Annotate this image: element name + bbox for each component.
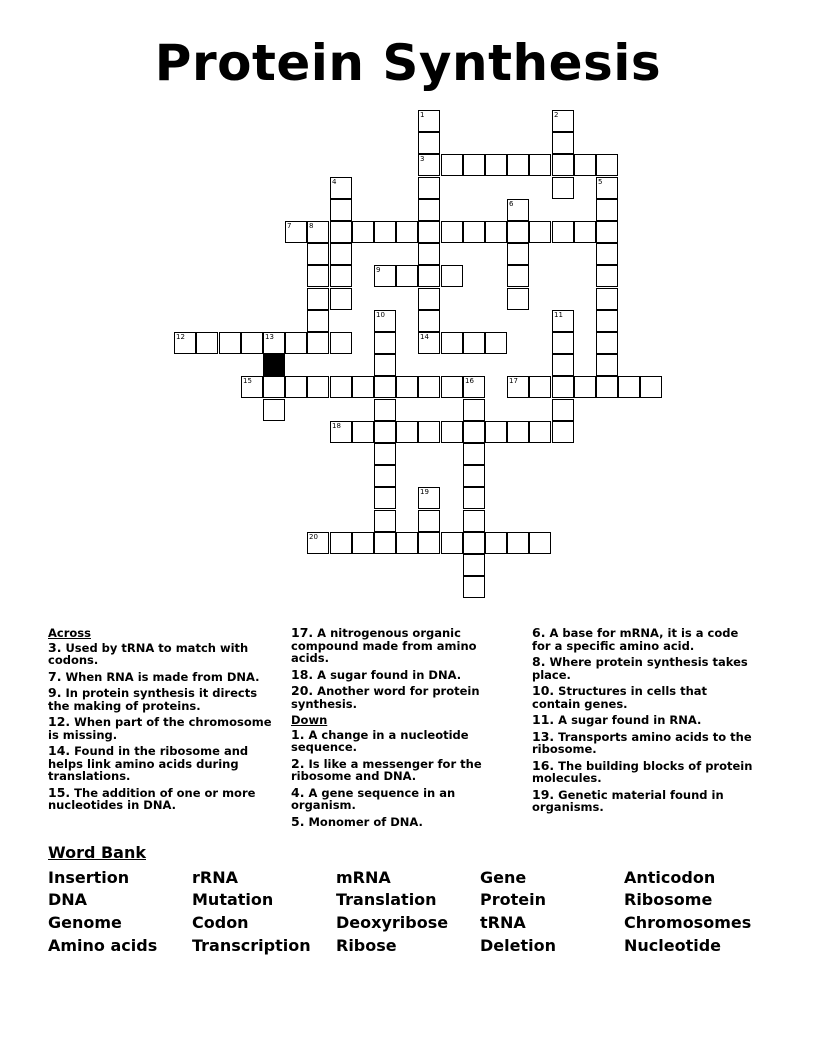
crossword-cell[interactable] [463,154,485,176]
clue-number: 7. [48,668,62,684]
cell-number: 1 [420,111,425,119]
clue [532,685,757,710]
clue [48,639,273,667]
crossword-cell[interactable] [552,177,574,199]
crossword-cell[interactable] [596,221,618,243]
clue-text: The addition of one or more nucleotides in DNA. [48,785,256,812]
crossword-cell[interactable] [596,332,618,354]
crossword-cell[interactable] [374,465,396,487]
crossword-cell[interactable] [596,376,618,398]
cell-number: 7 [287,222,292,230]
crossword-cell[interactable] [307,288,329,310]
crossword-cell[interactable] [418,132,440,154]
clue-number: 13. [532,728,555,744]
crossword-cell[interactable] [374,354,396,376]
crossword-cell[interactable] [552,421,574,443]
clue-number: 1. [291,726,305,742]
clue-text: A nitrogenous organic compound made from amino acids. [291,626,477,665]
crossword-cell[interactable] [463,576,485,598]
crossword-cell[interactable] [596,354,618,376]
crossword-cell[interactable] [552,221,574,243]
clue [532,757,757,785]
crossword-cell[interactable] [596,177,618,199]
crossword-block-cell [263,354,285,376]
crossword-cell[interactable] [552,354,574,376]
word-bank-word: Insertion [48,868,130,887]
word-bank-word: Protein [480,890,546,909]
crossword-cell[interactable] [330,332,352,354]
crossword-cell[interactable] [418,510,440,532]
clue [291,784,506,812]
clue-number: 17. [291,625,314,640]
crossword-cell[interactable] [418,288,440,310]
crossword-cell[interactable] [618,376,640,398]
crossword-cell[interactable] [463,332,485,354]
crossword-cell[interactable] [330,177,352,199]
crossword-cell[interactable] [596,154,618,176]
word-bank-word: Ribose [336,936,397,955]
crossword-cell[interactable] [396,265,418,287]
word-bank-word: Chromosomes [624,913,752,932]
crossword-cell[interactable] [374,443,396,465]
clue-number: 20. [291,683,314,698]
page-title: Protein Synthesis [154,34,662,92]
clue-text: Used by tRNA to match with codons. [48,640,249,667]
crossword-cell[interactable] [463,376,485,398]
crossword-cell[interactable] [441,376,463,398]
crossword-cell[interactable] [552,154,574,176]
crossword-cell[interactable] [485,221,507,243]
clue-text: When part of the chromosome is missing. [48,715,272,742]
crossword-cell[interactable] [529,221,551,243]
cell-number: 20 [309,533,318,541]
crossword-cell[interactable] [374,332,396,354]
word-bank-word: Translation [336,890,437,909]
crossword-cell[interactable] [263,376,285,398]
clue-number: 10. [532,683,555,698]
clue-text: A base for mRNA, it is a code for a specific amino acid. [532,626,739,653]
clue-text: A change in a nucleotide sequence. [291,727,469,754]
crossword-cell[interactable] [552,399,574,421]
crossword-cell[interactable] [485,332,507,354]
crossword-cell[interactable] [263,332,285,354]
cell-number: 3 [420,155,425,163]
crossword-cell[interactable] [418,265,440,287]
down-heading: Down [291,713,328,727]
word-bank-word: tRNA [480,913,526,932]
crossword-cell[interactable] [463,487,485,509]
clues-column-3 [532,627,757,818]
word-bank-word: Deletion [480,936,556,955]
crossword-cell[interactable] [441,154,463,176]
word-bank-word: Amino acids [48,936,158,955]
crossword-cell[interactable] [241,332,263,354]
crossword-cell[interactable] [285,221,307,243]
crossword-cell[interactable] [529,154,551,176]
crossword-cell[interactable] [330,532,352,554]
cell-number: 6 [509,200,514,208]
clue [291,627,506,665]
clue [48,687,273,712]
crossword-cell[interactable] [441,332,463,354]
clue-text: Where protein synthesis takes place. [532,655,748,682]
crossword-cell[interactable] [352,376,374,398]
cell-number: 2 [554,111,559,119]
crossword-cell[interactable] [330,376,352,398]
crossword-cell[interactable] [574,221,596,243]
crossword-cell[interactable] [418,376,440,398]
clue [291,726,506,754]
cell-number: 14 [420,333,429,341]
crossword-cell[interactable] [596,310,618,332]
clue [291,666,506,682]
word-bank-word: Genome [48,913,122,932]
crossword-cell[interactable] [418,332,440,354]
clue [532,627,757,652]
crossword-cell[interactable] [418,177,440,199]
clue-text: Another word for protein synthesis. [291,684,480,711]
word-bank-title: Word Bank [48,843,147,862]
clue-text: Structures in cells that contain genes. [532,684,708,711]
word-bank-word: Gene [480,868,527,887]
cell-number: 12 [176,333,185,341]
crossword-cell[interactable] [463,443,485,465]
crossword-cell[interactable] [396,532,418,554]
clue-text: Monomer of DNA. [308,814,423,829]
clue-number: 3. [48,639,62,655]
crossword-cell[interactable] [441,532,463,554]
crossword-cell[interactable] [285,376,307,398]
crossword-cell[interactable] [596,288,618,310]
clue [48,784,273,812]
clue-text: Found in the ribosome and helps link amino acids during translations. [48,744,249,783]
clue [48,745,273,783]
clue-number: 16. [532,757,555,773]
crossword-cell[interactable] [574,376,596,398]
crossword-cell[interactable] [352,532,374,554]
crossword-cell[interactable] [552,376,574,398]
cell-number: 17 [509,377,518,385]
crossword-cell[interactable] [441,421,463,443]
cell-number: 10 [376,311,385,319]
cell-number: 13 [265,333,274,341]
clue [532,656,757,681]
crossword-cell[interactable] [307,243,329,265]
crossword-cell[interactable] [596,199,618,221]
crossword-cell[interactable] [418,310,440,332]
clue-text: A gene sequence in an organism. [291,785,456,812]
crossword-cell[interactable] [507,243,529,265]
crossword-cell[interactable] [418,221,440,243]
crossword-cell[interactable] [463,554,485,576]
crossword-cell[interactable] [418,154,440,176]
word-bank-word: Anticodon [624,868,716,887]
crossword-cell[interactable] [307,376,329,398]
crossword-cell[interactable] [574,154,596,176]
crossword-cell[interactable] [552,110,574,132]
crossword-cell[interactable] [219,332,241,354]
crossword-cell[interactable] [396,421,418,443]
crossword-cell[interactable] [485,421,507,443]
clue-number: 2. [291,755,305,771]
word-bank-word: Nucleotide [624,936,722,955]
crossword-cell[interactable] [374,532,396,554]
cell-number: 15 [243,377,252,385]
word-bank-word: DNA [48,890,88,909]
crossword-cell[interactable] [374,510,396,532]
crossword-cell[interactable] [418,199,440,221]
crossword-cell[interactable] [418,110,440,132]
cell-number: 8 [309,222,314,230]
crossword-cell[interactable] [418,421,440,443]
crossword-cell[interactable] [418,487,440,509]
crossword-cell[interactable] [330,199,352,221]
clue-number: 12. [48,714,71,729]
crossword-cell[interactable] [307,310,329,332]
crossword-cell[interactable] [552,332,574,354]
clue-number: 19. [532,786,555,802]
crossword-cell[interactable] [529,376,551,398]
crossword-cell[interactable] [507,199,529,221]
crossword-cell[interactable] [507,288,529,310]
clue-text: Transports amino acids to the ribosome. [532,729,752,756]
crossword-cell[interactable] [507,421,529,443]
crossword-cell[interactable] [307,221,329,243]
clue-number: 5. [291,813,305,829]
crossword-cell[interactable] [352,221,374,243]
crossword-cell[interactable] [285,332,307,354]
crossword-cell[interactable] [507,265,529,287]
crossword-cell[interactable] [507,532,529,554]
crossword-cell[interactable] [396,376,418,398]
crossword-cell[interactable] [441,221,463,243]
clue [291,755,506,783]
clue-number: 15. [48,784,71,800]
crossword-cell[interactable] [374,310,396,332]
clue-text: When RNA is made from DNA. [65,669,260,684]
cell-number: 5 [598,178,603,186]
crossword-cell[interactable] [330,221,352,243]
clues-column-1 [48,627,273,816]
clue [532,728,757,756]
cell-number: 4 [332,178,337,186]
crossword-cell[interactable] [374,399,396,421]
crossword-cell[interactable] [463,465,485,487]
crossword-cell[interactable] [396,221,418,243]
crossword-cell[interactable] [529,532,551,554]
clue-number: 6. [532,625,546,640]
crossword-cell[interactable] [485,154,507,176]
clue-text: Is like a messenger for the ribosome and DNA. [291,756,482,783]
clue-text: A sugar found in RNA. [558,713,702,727]
clue-number: 9. [48,685,62,700]
clue [532,714,757,727]
clue [291,813,506,829]
crossword-cell[interactable] [374,421,396,443]
across-heading: Across [48,626,91,640]
crossword-cell[interactable] [352,421,374,443]
clue [291,685,506,710]
clue-number: 18. [291,666,314,682]
cell-number: 9 [376,266,381,274]
crossword-cell[interactable] [374,265,396,287]
crossword-cell[interactable] [330,243,352,265]
crossword-cell[interactable] [418,532,440,554]
clue-text: In protein synthesis it directs the making of proteins. [48,686,258,713]
word-bank-word: rRNA [192,868,238,887]
crossword-cell[interactable] [374,487,396,509]
crossword-cell[interactable] [330,288,352,310]
crossword-cell[interactable] [263,399,285,421]
crossword-cell[interactable] [640,376,662,398]
crossword-cell[interactable] [463,510,485,532]
crossword-cell[interactable] [441,265,463,287]
clue-number: 4. [291,784,305,800]
crossword-cell[interactable] [374,221,396,243]
crossword-cell[interactable] [307,532,329,554]
cell-number: 19 [420,488,429,496]
clue-number: 11. [532,712,555,727]
crossword-cell[interactable] [507,376,529,398]
crossword-cell[interactable] [463,532,485,554]
cell-number: 18 [332,422,341,430]
crossword-cell[interactable] [196,332,218,354]
word-bank-word: Deoxyribose [336,913,449,932]
crossword-cell[interactable] [552,132,574,154]
clue-number: 14. [48,743,71,758]
crossword-cell[interactable] [529,421,551,443]
cell-number: 16 [465,377,474,385]
clue [532,786,757,814]
crossword-cell[interactable] [174,332,196,354]
crossword-cell[interactable] [374,376,396,398]
crossword-cell[interactable] [418,243,440,265]
crossword-cell[interactable] [463,421,485,443]
crossword-cell[interactable] [330,265,352,287]
crossword-cell[interactable] [507,221,529,243]
word-bank-word: Codon [192,913,249,932]
word-bank-word: Mutation [192,890,274,909]
crossword-cell[interactable] [507,154,529,176]
clue-text: A sugar found in DNA. [317,667,462,682]
crossword-cell[interactable] [463,221,485,243]
clues-column-2 [291,627,506,832]
clue-text: The building blocks of protein molecules. [532,758,753,785]
crossword-cell[interactable] [485,532,507,554]
crossword-cell[interactable] [552,310,574,332]
clue-number: 8. [532,654,546,669]
word-bank-word: Ribosome [624,890,713,909]
word-bank-word: Transcription [192,936,311,955]
crossword-cell[interactable] [596,265,618,287]
clue-text: Genetic material found in organisms. [532,787,724,814]
crossword-cell[interactable] [307,265,329,287]
crossword-cell[interactable] [596,243,618,265]
crossword-cell[interactable] [241,376,263,398]
crossword-cell[interactable] [463,399,485,421]
word-bank-word: mRNA [336,868,391,887]
clue [48,668,273,684]
crossword-cell[interactable] [330,421,352,443]
cell-number: 11 [554,311,563,319]
crossword-cell[interactable] [307,332,329,354]
clue [48,716,273,741]
